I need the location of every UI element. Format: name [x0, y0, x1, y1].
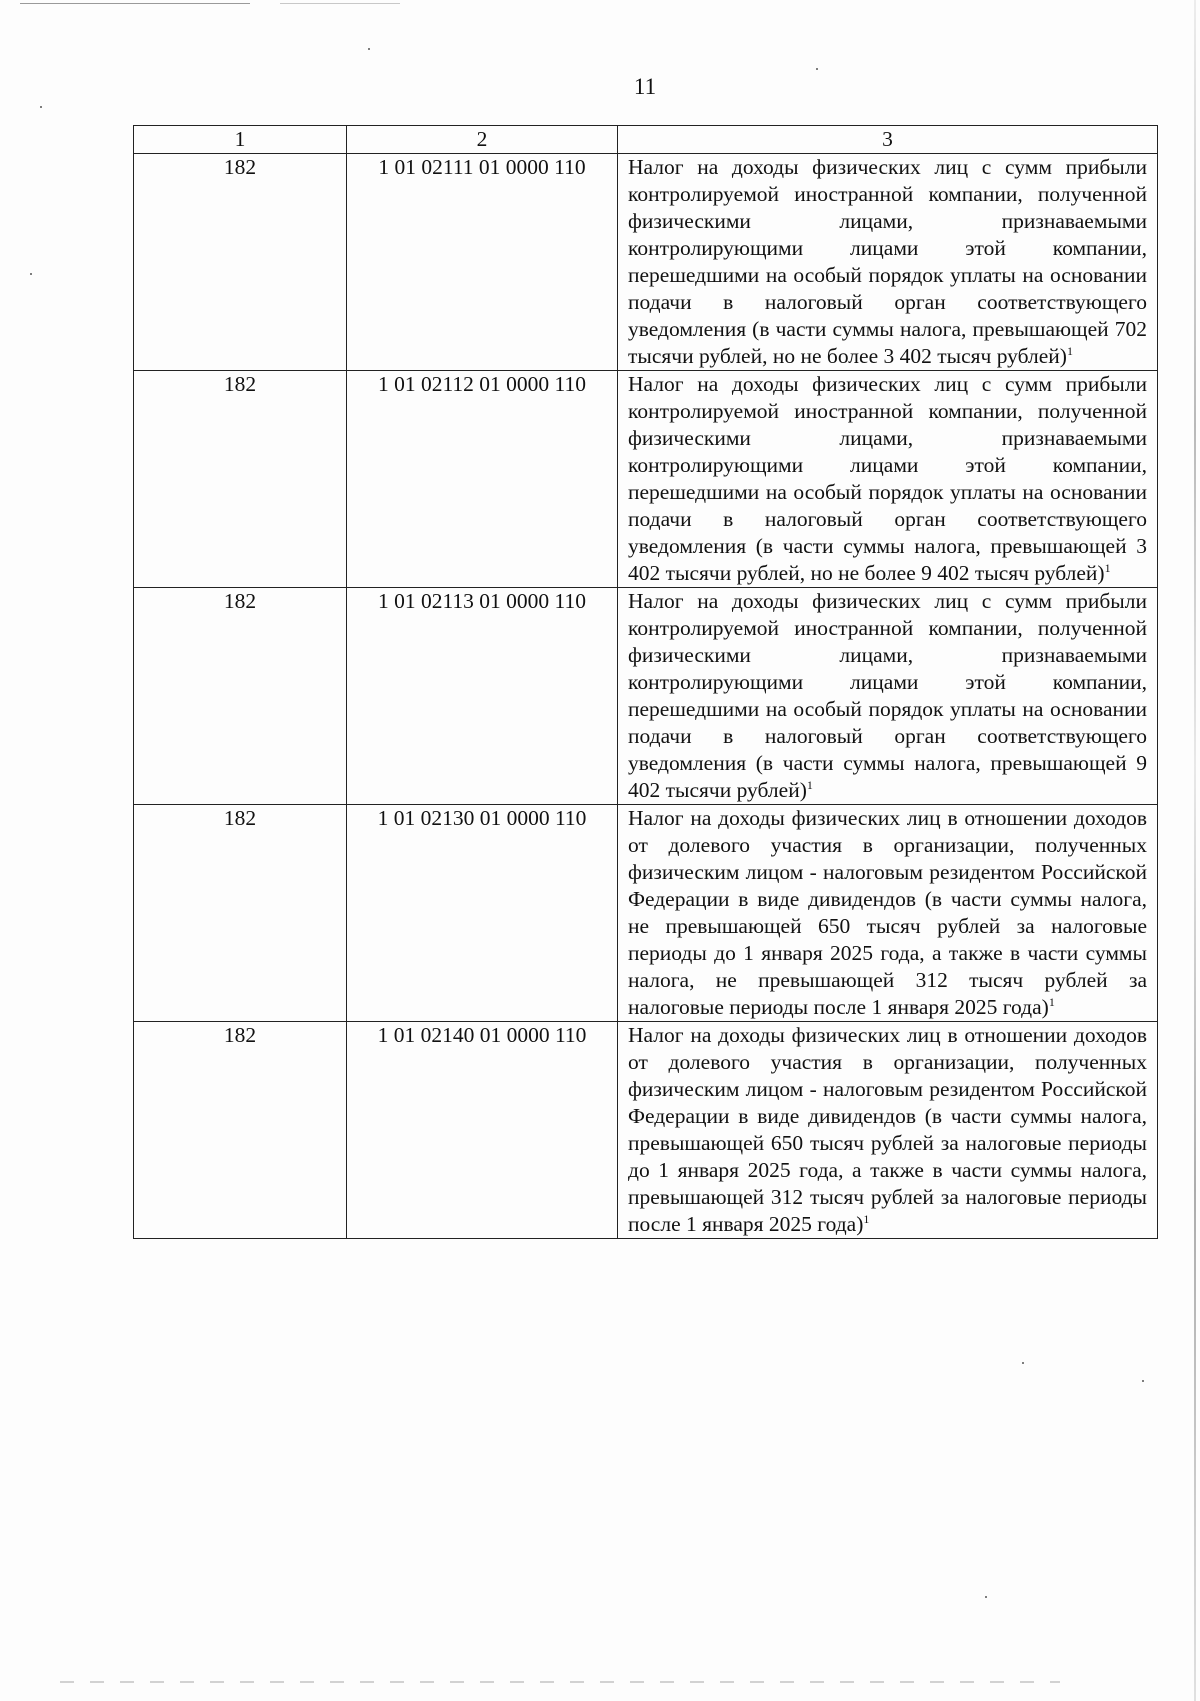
budget-classification-table — [133, 125, 1158, 1239]
footnote-marker: 1 — [1048, 994, 1055, 1009]
admin-code-cell: 182 — [134, 154, 347, 371]
description-text: Налог на доходы физических лиц в отношении доходов от долевого участия в организации, полученных физическим лицом - налоговым резидентом Российской Федерации в виде дивидендов (в части суммы налога, не превышающей 650 тысяч рублей за налоговые периоды до 1 января 2025 года, а также в части суммы налога, не превышающей 312 тысяч рублей за налоговые периоды после 1 января 2025 года) — [628, 806, 1147, 1019]
admin-code-cell: 182 — [134, 371, 347, 588]
scan-artifact-line — [280, 3, 400, 4]
footnote-marker: 1 — [1104, 560, 1111, 575]
description-text: Налог на доходы физических лиц с сумм прибыли контролируемой иностранной компании, полученной физическими лицами, признаваемыми контролирующими лицами этой компании, перешедшими на особый порядок уплаты на основании подачи в налоговый орган соответствующего уведомления (в части суммы налога, превышающей 702 тысячи рублей, но не более 3 402 тысяч рублей) — [628, 155, 1147, 368]
header-col-3: 3 — [618, 126, 1158, 154]
footnote-marker: 1 — [863, 1211, 870, 1226]
admin-code-cell: 182 — [134, 588, 347, 805]
scan-speck — [30, 273, 32, 275]
header-col-2: 2 — [347, 126, 618, 154]
description-cell — [618, 371, 1158, 588]
scan-speck — [40, 106, 42, 108]
table-row — [134, 371, 1158, 588]
scan-artifact-line — [20, 3, 250, 4]
scan-speck — [368, 48, 370, 50]
scan-speck — [985, 1596, 987, 1598]
table-row — [134, 154, 1158, 371]
description-text: Налог на доходы физических лиц с сумм прибыли контролируемой иностранной компании, полученной физическими лицами, признаваемыми контролирующими лицами этой компании, перешедшими на особый порядок уплаты на основании подачи в налоговый орган соответствующего уведомления (в части суммы налога, превышающей 3 402 тысячи рублей, но не более 9 402 тысяч рублей) — [628, 372, 1147, 585]
description-cell — [618, 154, 1158, 371]
scan-speck — [1022, 1362, 1024, 1364]
kbk-code-cell: 1 01 02113 01 0000 110 — [347, 588, 618, 805]
description-cell — [618, 805, 1158, 1022]
table-row — [134, 588, 1158, 805]
header-col-1: 1 — [134, 126, 347, 154]
kbk-code-cell: 1 01 02112 01 0000 110 — [347, 371, 618, 588]
admin-code-cell: 182 — [134, 805, 347, 1022]
description-cell — [618, 588, 1158, 805]
footnote-marker: 1 — [806, 777, 813, 792]
kbk-code-cell: 1 01 02111 01 0000 110 — [347, 154, 618, 371]
table-header-row — [134, 126, 1158, 154]
description-cell — [618, 1022, 1158, 1239]
kbk-code-cell: 1 01 02130 01 0000 110 — [347, 805, 618, 1022]
table-row — [134, 805, 1158, 1022]
footnote-marker: 1 — [1066, 343, 1073, 358]
admin-code-cell: 182 — [134, 1022, 347, 1239]
description-text: Налог на доходы физических лиц с сумм прибыли контролируемой иностранной компании, полученной физическими лицами, признаваемыми контролирующими лицами этой компании, перешедшими на особый порядок уплаты на основании подачи в налоговый орган соответствующего уведомления (в части суммы налога, превышающей 9 402 тысячи рублей) — [628, 589, 1147, 802]
scan-speck — [1142, 1380, 1144, 1382]
description-text: Налог на доходы физических лиц в отношении доходов от долевого участия в организации, полученных физическим лицом - налоговым резидентом Российской Федерации в виде дивидендов (в части суммы налога, превышающей 650 тысяч рублей за налоговые периоды до 1 января 2025 года, а также в части суммы налога, превышающей 312 тысяч рублей за налоговые периоды после 1 января 2025 года) — [628, 1023, 1147, 1236]
page-number: 11 — [633, 74, 657, 99]
scan-artifact-bottom — [60, 1681, 1060, 1683]
table-row — [134, 1022, 1158, 1239]
scan-speck — [816, 68, 818, 70]
scan-artifact-edge — [1194, 0, 1196, 1701]
kbk-code-cell: 1 01 02140 01 0000 110 — [347, 1022, 618, 1239]
